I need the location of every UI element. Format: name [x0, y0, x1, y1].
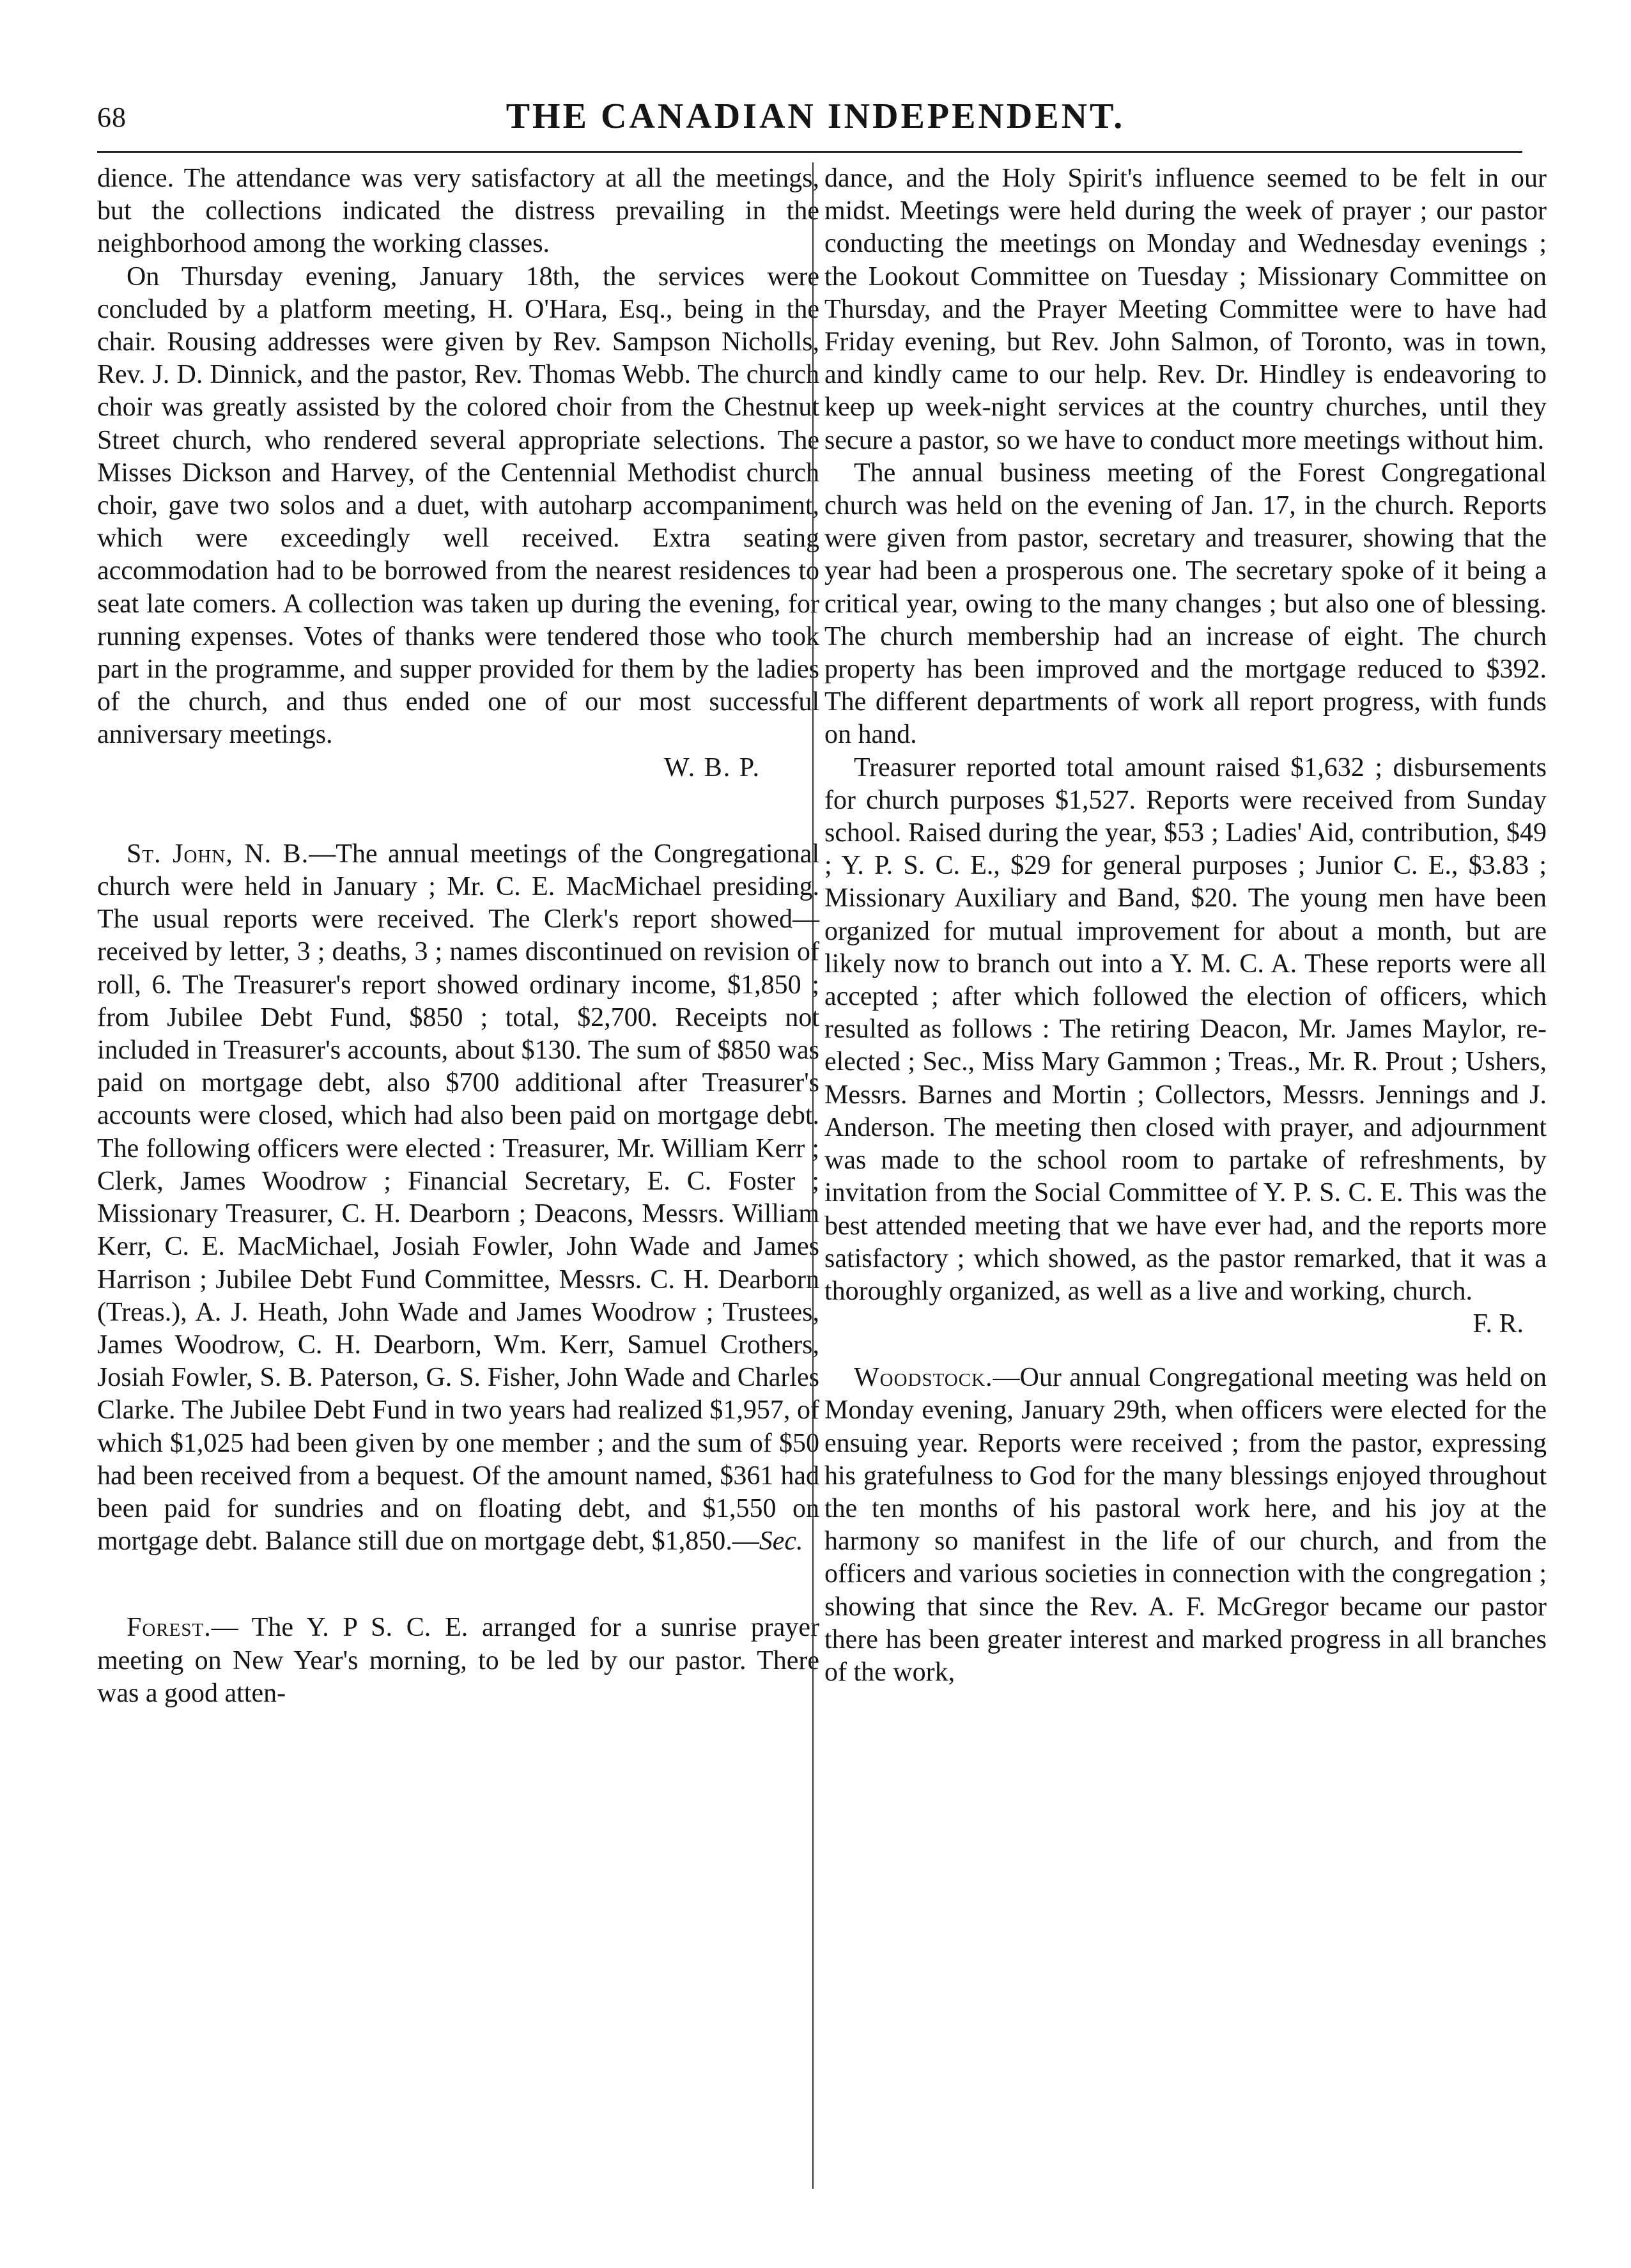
left-signature: W. B. P.: [663, 752, 761, 782]
woodstock-place-name: Woodstock.: [854, 1363, 993, 1393]
page-number: 68: [97, 102, 127, 133]
spacer: [824, 1308, 1547, 1362]
forest-paragraph: [97, 1612, 819, 1710]
treasurer-body: Treasurer reported total amount raised $1,632 ; disbursements for church purposes $1,527. Reports were received from Sunday school. Raised during the year, $53 ; Ladies' Aid, contribution, $49 ; Y. P. S. C. E., $29 for general purposes ; Junior C. E., $3.83 ; Missionary Auxiliary and Band, $20. The young men have been organized for mutual improvement for about a month, but are likely now to branch out into a Y. M. C. A. These reports were all accepted ; after which followed the election of officers, which resulted as follows : The retiring Deacon, Mr. James Maylor, re-elected ; Sec., Miss Mary Gammon ; Treas., Mr. R. Prout ; Ushers, Messrs. Barnes and Mortin ; Collectors, Messrs. Jennings and J. Anderson. The meeting then closed with prayer, and adjournment was made to the school room to partake of refreshments, by invitation from the Social Committee of Y. P. S. C. E. This was the best attended meeting that we have ever had, and the reports more satisfactory ; which showed, as the pastor remarked, that it was a thoroughly organized, as well as a live and working, church.: [824, 752, 1547, 1306]
right-signature: F. R.: [1473, 1309, 1524, 1339]
forest-body: — The Y. P S. C. E. arranged for a sunrise prayer meeting on New Year's morning, to be led by our pastor. There was a good atten-: [97, 1613, 819, 1708]
header-rule: [97, 151, 1522, 153]
left-column: [97, 162, 819, 1710]
forest-place-name: Forest.: [127, 1613, 212, 1643]
stjohn-body: —The annual meetings of the Congregational church were held in January ; Mr. C. E. MacMichael presiding. The usual reports were received. The Clerk's report showed—received by letter, 3 ; deaths, 3 ; names discontinued on revision of roll, 6. The Treasurer's report showed ordinary income, $1,850 ; from Jubilee Debt Fund, $850 ; total, $2,700. Receipts not included in Treasurer's accounts, about $130. The sum of $850 was paid on mortgage debt, also $700 additional after Treasurer's accounts were closed, which had also been paid on mortgage debt. The following officers were elected : Treasurer, Mr. William Kerr ; Clerk, James Woodrow ; Financial Secretary, E. C. Foster ; Missionary Treasurer, C. H. Dearborn ; Deacons, Messrs. William Kerr, C. E. MacMichael, Josiah Fowler, John Wade and James Harrison ; Jubilee Debt Fund Committee, Messrs. C. H. Dearborn (Treas.), A. J. Heath, John Wade and James Woodrow ; Trustees, James Woodrow, C. H. Dearborn, Wm. Kerr, Samuel Crothers, Josiah Fowler, S. B. Paterson, G. S. Fisher, John Wade and Charles Clarke. The Jubilee Debt Fund in two years had realized $1,957, of which $1,025 had been given by one member ; and the sum of $50 had been received from a bequest. Of the amount named, $361 had been paid for sundries and on floating debt, and $1,550 on mortgage debt. Balance still due on mortgage debt, $1,850.—: [97, 839, 819, 1557]
stjohn-place-name: St. John, N. B.: [127, 839, 309, 869]
right-continued-paragraph: dance, and the Holy Spirit's influence seemed to be felt in our midst. Meetings were held during the week of prayer ; our pastor conducting the meetings on Monday and Wednesday evenings ; the Lookout Committee on Tuesday ; Missionary Committee on Thursday, and the Prayer Meeting Committee were to have had Friday evening, but Rev. John Salmon, of Toronto, was in town, and kindly came to our help. Rev. Dr. Hindley is endeavoring to keep up week-night services at the country churches, until they secure a pastor, so we have to conduct more meetings without him.: [824, 164, 1547, 455]
woodstock-body: —Our annual Congregational meeting was held on Monday evening, January 29th, when officers were elected for the ensuing year. Reports were received ; from the pastor, expressing his gratefulness to God for the many blessings enjoyed throughout the ten months of his pastoral work here, and his joy at the harmony so manifest in the life of our church, and from the officers and various societies in connection with the congregation ; showing that since the Rev. A. F. McGregor became our pastor there has been greater interest and marked progress in all branches of the work,: [824, 1363, 1547, 1687]
left-continued-paragraph: dience. The attendance was very satisfactory at all the meetings, but the collections indicated the distress prevailing in the neighborhood among the working classes.: [97, 164, 819, 259]
right-business-meeting-paragraph: The annual business meeting of the Forest Congregational church was held on the evening of Jan. 17, in the church. Reports were given from pastor, secretary and treasurer, showing that the year had been a prosperous one. The secretary spoke of it being a critical year, owing to the many changes ; but also one of blessing. The church membership had an increase of eight. The church property has been improved and the mortgage reduced to $392. The different departments of work all report progress, with funds on hand.: [824, 458, 1547, 750]
column-rule: [812, 162, 814, 2189]
right-column: [824, 162, 1547, 1689]
woodstock-paragraph: [824, 1362, 1547, 1689]
spacer: [97, 784, 819, 838]
stjohn-signature: Sec.: [759, 1526, 803, 1557]
stjohn-paragraph: [97, 838, 819, 1558]
right-treasurer-paragraph: [824, 752, 1547, 1339]
running-head-title: THE CANADIAN INDEPENDENT.: [506, 97, 1125, 136]
spacer: [97, 1558, 819, 1612]
left-thursday-paragraph: On Thursday evening, January 18th, the services were concluded by a platform meeting, H. O'Hara, Esq., being in the chair. Rousing addresses were given by Rev. Sampson Nicholls, Rev. J. D. Dinnick, and the pastor, Rev. Thomas Webb. The church choir was greatly assisted by the colored choir from the Chestnut Street church, who rendered several appropriate selections. The Misses Dickson and Harvey, of the Centennial Methodist church choir, gave two solos and a duet, with autoharp accompaniment, which were exceedingly well received. Extra seating accommodation had to be borrowed from the nearest residences to seat late comers. A collection was taken up during the evening, for running expenses. Votes of thanks were tendered those who took part in the programme, and supper provided for them by the ladies of the church, and thus ended one of our most successful anniversary meetings.: [97, 261, 819, 750]
